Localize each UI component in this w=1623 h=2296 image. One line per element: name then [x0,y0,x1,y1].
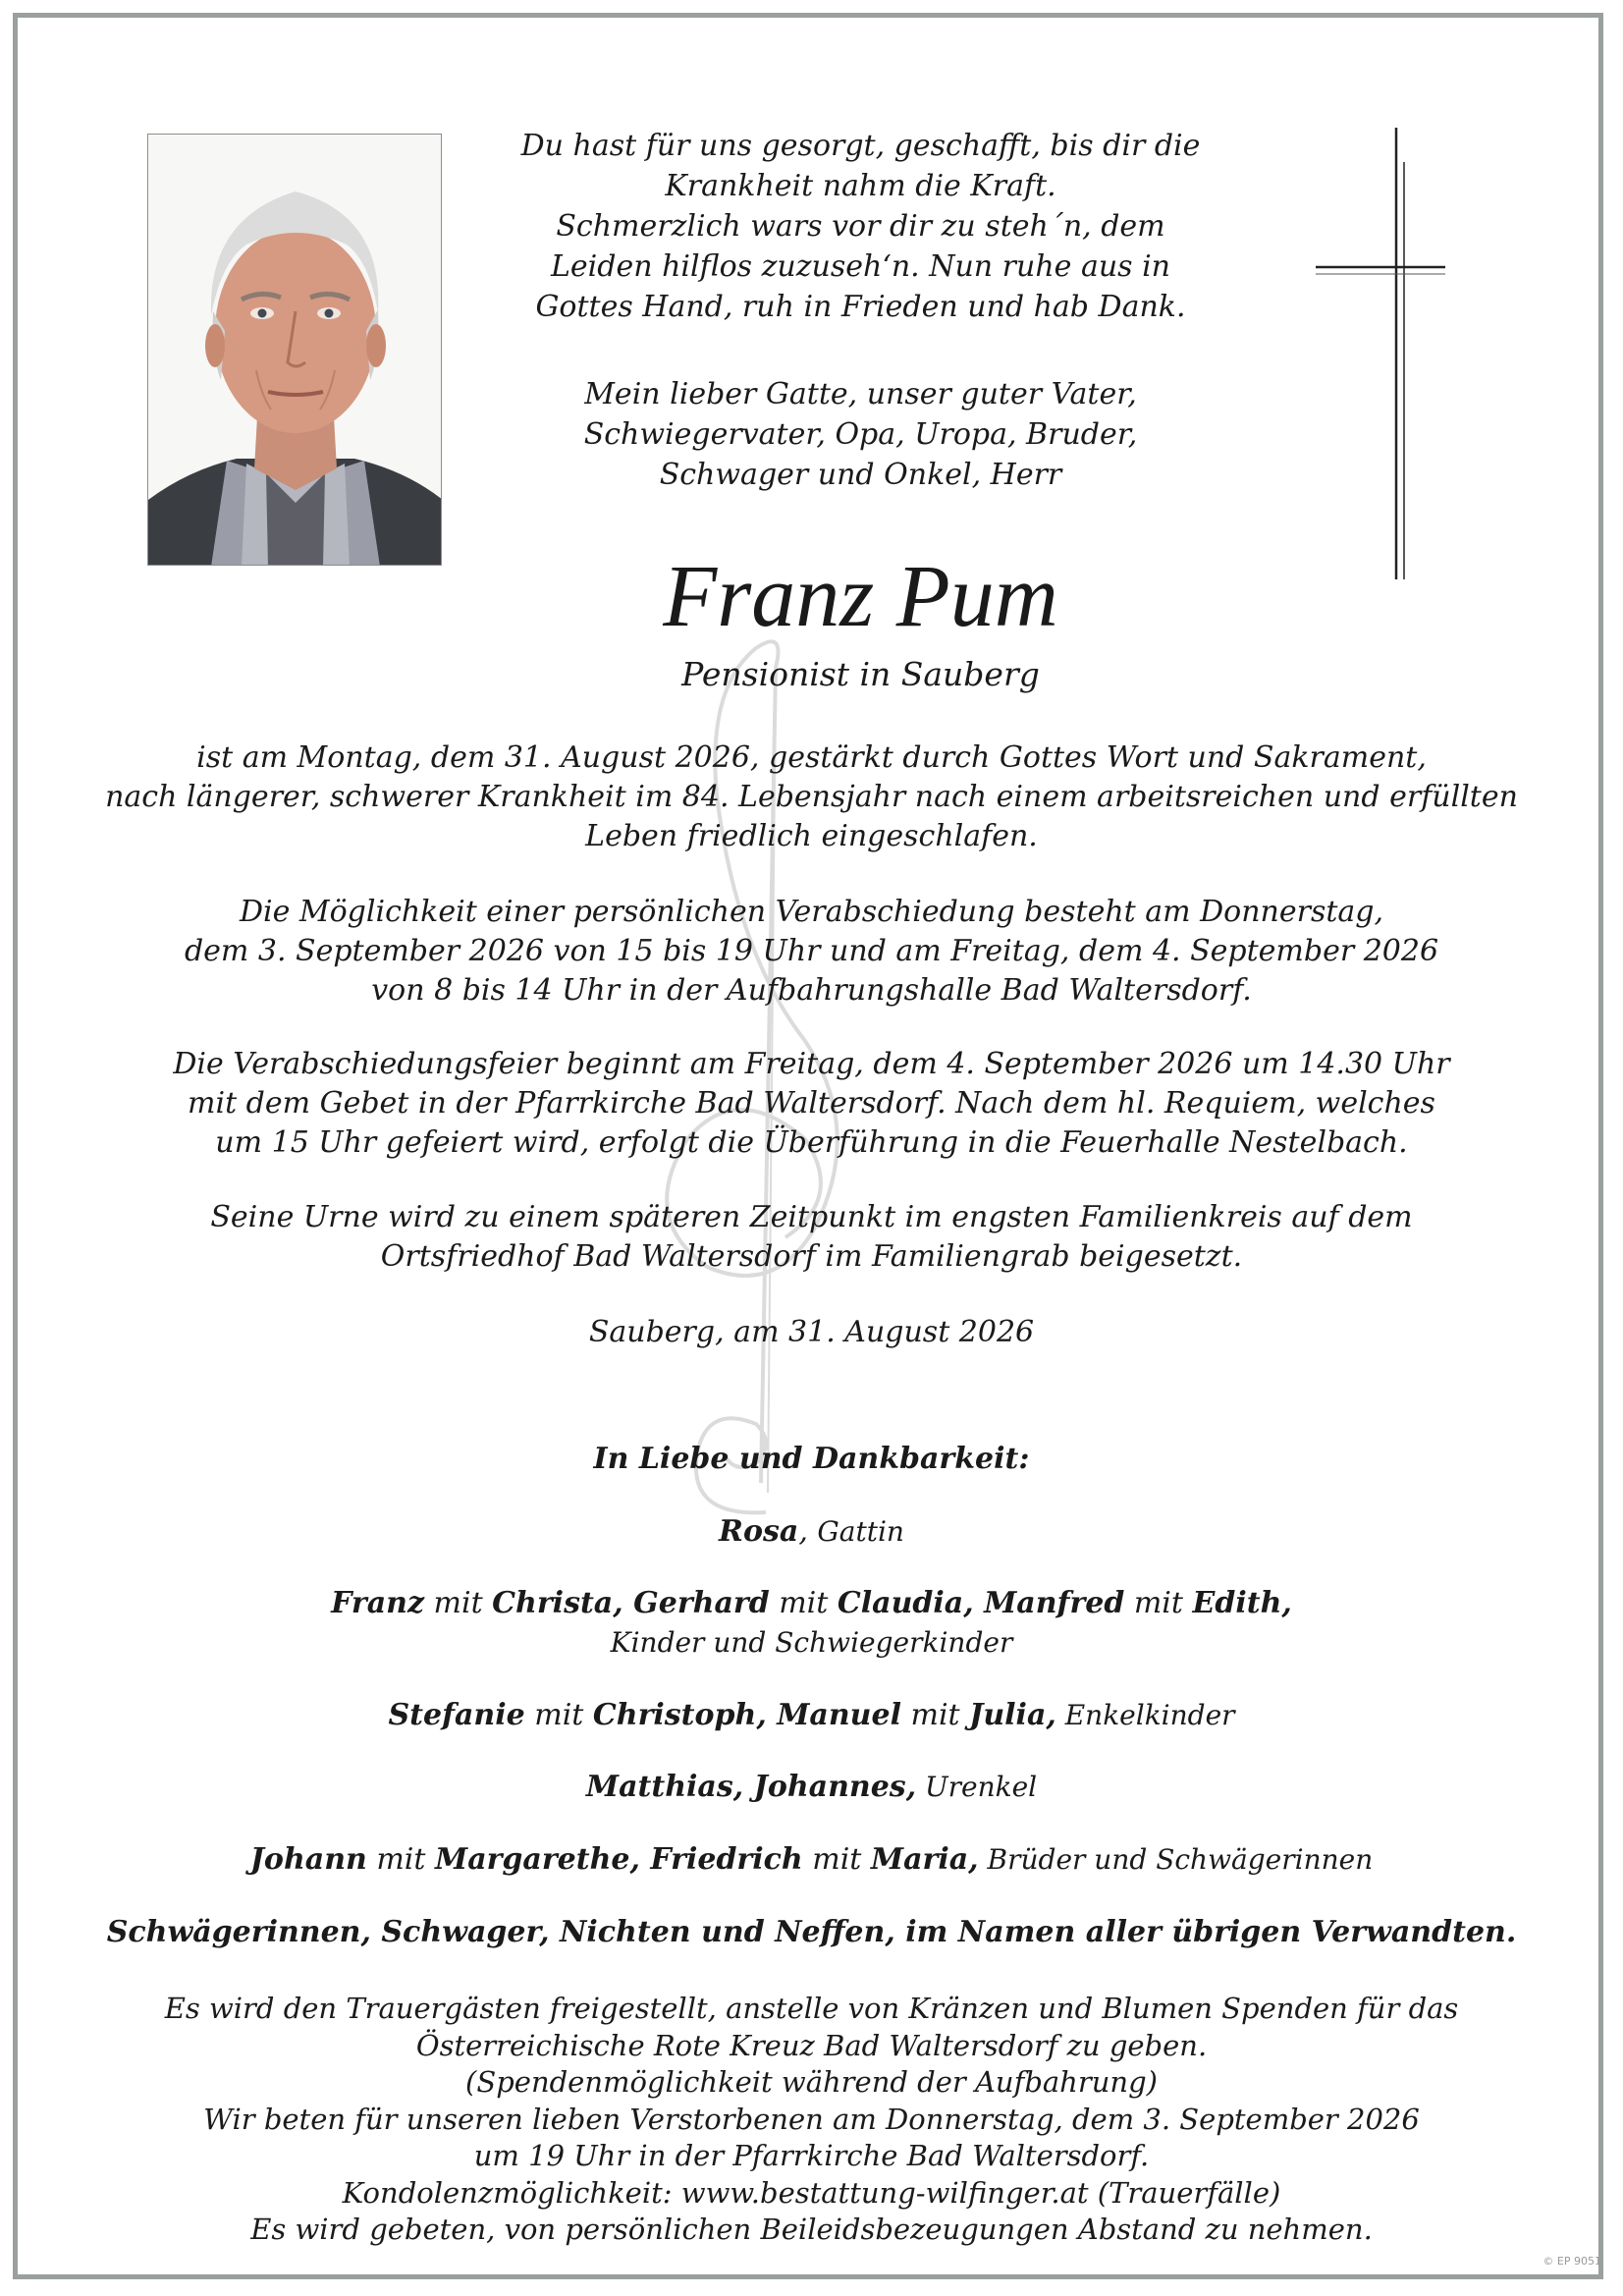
closing-line: Es wird den Trauergästen freigestellt, anstelle von Kränzen und Blumen Spenden für das [164,1992,1459,2025]
paragraph-line: nach längerer, schwerer Krankheit im 84. Lebensjahr nach einem arbeitsreichen und erfüllten [105,780,1518,814]
intro-line: Mein lieber Gatte, unser guter Vater, [584,377,1137,411]
family-name: Johann [249,1842,367,1877]
intro-text [437,374,1284,495]
death-notice-paragraph [0,738,1623,856]
family-great-grandchildren [0,1768,1623,1807]
connector: mit [424,1586,493,1620]
family-name: Margarethe, Friedrich [434,1842,803,1877]
relation-label: Gattin [817,1515,904,1548]
family-grandchildren [0,1696,1623,1735]
closing-notes [0,1991,1623,2249]
paragraph-line: Ortsfriedhof Bad Waltersdorf im Familiengrab beigesetzt. [380,1239,1243,1274]
family-name: Matthias, Johannes, [585,1770,917,1804]
separator: , [798,1514,818,1549]
closing-line: (Spendenmöglichkeit während der Aufbahrung) [465,2065,1158,2099]
document-code: © EP 9051 [1542,2255,1601,2268]
family-siblings [0,1840,1623,1880]
family-name: Maria, [870,1842,979,1877]
connector: mit [900,1698,970,1732]
funeral-paragraph [0,1045,1623,1163]
deceased-name: Franz Pum [663,548,1058,645]
closing-line: Wir beten für unseren lieben Verstorbenen am Donnerstag, dem 3. September 2026 [203,2102,1420,2136]
family-name: Christa, Gerhard [492,1586,770,1620]
family-name: Claudia, Manfred [837,1586,1125,1620]
connector: mit [769,1586,838,1620]
family-others: Schwägerinnen, Schwager, Nichten und Neffen, im Namen aller übrigen Verwandten. [106,1915,1517,1949]
intro-line: Schwiegervater, Opa, Uropa, Bruder, [583,417,1138,452]
poem-line: Leiden hilflos zuzuseh‘n. Nun ruhe aus in [550,249,1170,284]
family-name: Franz [331,1586,424,1620]
burial-paragraph [0,1198,1623,1277]
connector: mit [1124,1586,1193,1620]
paragraph-line: Seine Urne wird zu einem späteren Zeitpunkt im engsten Familienkreis auf dem [210,1200,1413,1234]
poem-verse [437,126,1284,327]
family-name: Christoph, Manuel [592,1698,901,1732]
relation-label: Enkelkinder [1055,1699,1235,1731]
paragraph-line: um 15 Uhr gefeiert wird, erfolgt die Überführung in die Feuerhalle Nestelbach. [215,1125,1408,1160]
place-date: Sauberg, am 31. August 2026 [588,1315,1035,1349]
relation-label: Brüder und Schwägerinnen [978,1843,1374,1876]
cross-icon [1316,128,1445,579]
poem-line: Krankheit nahm die Kraft. [665,169,1056,203]
closing-line: um 19 Uhr in der Pfarrkirche Bad Waltersdorf. [473,2139,1150,2172]
paragraph-line: Die Verabschiedungsfeier beginnt am Freitag, dem 4. September 2026 um 14.30 Uhr [173,1047,1450,1081]
poem-line: Du hast für uns gesorgt, geschafft, bis dir die [520,129,1201,163]
paragraph-line: Die Möglichkeit einer persönlichen Verabschiedung besteht am Donnerstag, [239,895,1384,929]
paragraph-line: dem 3. September 2026 von 15 bis 19 Uhr und am Freitag, dem 4. September 2026 [184,934,1439,968]
thanks-heading: In Liebe und Dankbarkeit: [593,1442,1030,1476]
intro-line: Schwager und Onkel, Herr [659,458,1062,492]
poem-line: Schmerzlich wars vor dir zu steh´n, dem [556,209,1165,244]
closing-line: Österreichische Rote Kreuz Bad Waltersdorf zu geben. [415,2028,1208,2062]
connector: mit [524,1698,593,1732]
deceased-subtitle: Pensionist in Sauberg [681,655,1040,693]
family-name: Stefanie [388,1698,525,1732]
family-children [0,1584,1623,1623]
relation-label: Kinder und Schwiegerkinder [610,1626,1013,1659]
paragraph-line: ist am Montag, dem 31. August 2026, gestärkt durch Gottes Wort und Sakrament, [196,740,1427,775]
viewing-paragraph [0,893,1623,1011]
connector: mit [802,1842,871,1877]
family-spouse [0,1512,1623,1552]
paragraph-line: mit dem Gebet in der Pfarrkirche Bad Waltersdorf. Nach dem hl. Requiem, welches [188,1086,1435,1121]
family-name: Edith, [1192,1586,1292,1620]
poem-line: Gottes Hand, ruh in Frieden und hab Dank. [535,290,1186,324]
relation-label: Urenkel [916,1771,1038,1803]
connector: mit [366,1842,435,1877]
family-name: Rosa [719,1514,799,1549]
closing-line: Es wird gebeten, von persönlichen Beileidsbezeugungen Abstand zu nehmen. [250,2213,1373,2246]
paragraph-line: von 8 bis 14 Uhr in der Aufbahrungshalle Bad Waltersdorf. [371,973,1252,1008]
portrait-photo [147,134,442,566]
family-name: Julia, [969,1698,1056,1732]
paragraph-line: Leben friedlich eingeschlafen. [585,819,1038,853]
closing-line: Kondolenzmöglichkeit: www.bestattung-wilfinger.at (Trauerfälle) [342,2175,1281,2210]
